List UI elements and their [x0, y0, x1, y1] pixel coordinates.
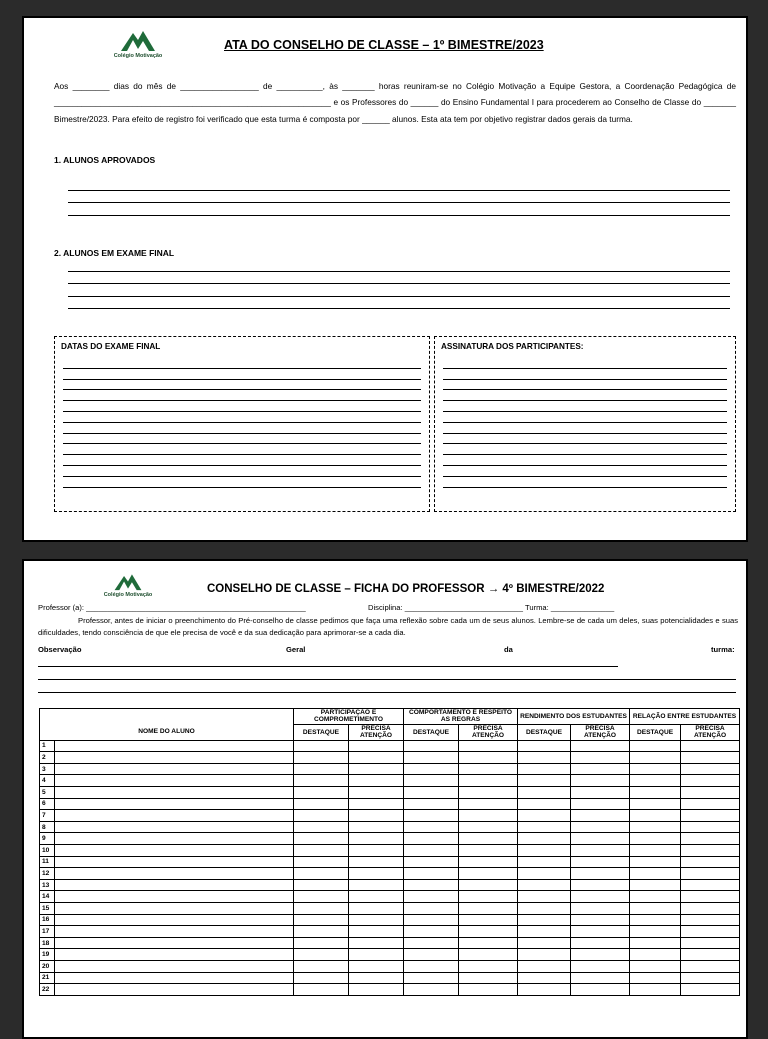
evaluation-cell[interactable]: [630, 833, 681, 845]
student-name-cell[interactable]: [55, 787, 294, 799]
evaluation-cell[interactable]: [571, 902, 630, 914]
student-evaluation-table: [39, 708, 740, 996]
school-logo: [98, 572, 158, 598]
table-row: [40, 926, 740, 938]
evaluation-cell[interactable]: [294, 868, 349, 880]
evaluation-cell[interactable]: [571, 868, 630, 880]
row-number: 6: [40, 798, 55, 810]
evaluation-cell[interactable]: [459, 984, 518, 996]
evaluation-cell[interactable]: [630, 984, 681, 996]
evaluation-cell[interactable]: [349, 833, 404, 845]
evaluation-cell[interactable]: [681, 752, 740, 764]
student-name-cell[interactable]: [55, 972, 294, 984]
student-name-cell[interactable]: [55, 740, 294, 752]
evaluation-cell[interactable]: [294, 914, 349, 926]
evaluation-cell[interactable]: [294, 891, 349, 903]
evaluation-cell[interactable]: [294, 740, 349, 752]
evaluation-cell[interactable]: [459, 844, 518, 856]
evaluation-cell[interactable]: [294, 902, 349, 914]
evaluation-cell[interactable]: [681, 775, 740, 787]
row-number: 11: [40, 856, 55, 868]
row-number: 17: [40, 926, 55, 938]
evaluation-cell[interactable]: [349, 810, 404, 822]
evaluation-cell[interactable]: [404, 949, 459, 961]
table-row: [40, 902, 740, 914]
evaluation-cell[interactable]: [681, 833, 740, 845]
evaluation-cell[interactable]: [630, 775, 681, 787]
table-row: [40, 740, 740, 752]
evaluation-cell[interactable]: [294, 787, 349, 799]
evaluation-cell[interactable]: [349, 821, 404, 833]
table-row: [40, 844, 740, 856]
student-name-header: NOME DO ALUNO: [40, 724, 294, 740]
evaluation-cell[interactable]: [459, 960, 518, 972]
ata-page: [22, 16, 748, 542]
evaluation-cell[interactable]: [681, 902, 740, 914]
row-number: 15: [40, 902, 55, 914]
student-name-cell[interactable]: [55, 879, 294, 891]
student-name-cell[interactable]: [55, 926, 294, 938]
evaluation-cell[interactable]: [459, 833, 518, 845]
table-row: [40, 937, 740, 949]
table-row: [40, 775, 740, 787]
evaluation-cell[interactable]: [404, 879, 459, 891]
evaluation-cell[interactable]: [571, 926, 630, 938]
precisa-header: PRECISA ATENÇÃO: [571, 724, 630, 740]
table-row: [40, 960, 740, 972]
evaluation-cell[interactable]: [630, 960, 681, 972]
row-number: 7: [40, 810, 55, 822]
student-name-cell[interactable]: [55, 821, 294, 833]
evaluation-cell[interactable]: [630, 856, 681, 868]
student-name-cell[interactable]: [55, 960, 294, 972]
evaluation-cell[interactable]: [571, 752, 630, 764]
evaluation-cell[interactable]: [518, 960, 571, 972]
disciplina-field[interactable]: Disciplina: ____________________________: [368, 603, 523, 612]
school-logo: [108, 28, 168, 59]
evaluation-cell[interactable]: [518, 821, 571, 833]
student-name-cell[interactable]: [55, 914, 294, 926]
evaluation-cell[interactable]: [681, 949, 740, 961]
evaluation-cell[interactable]: [571, 937, 630, 949]
evaluation-cell[interactable]: [681, 868, 740, 880]
row-number: 5: [40, 787, 55, 799]
evaluation-cell[interactable]: [294, 972, 349, 984]
evaluation-cell[interactable]: [518, 844, 571, 856]
evaluation-cell[interactable]: [571, 740, 630, 752]
evaluation-cell[interactable]: [459, 937, 518, 949]
table-row: [40, 833, 740, 845]
evaluation-cell[interactable]: [459, 914, 518, 926]
evaluation-cell[interactable]: [518, 775, 571, 787]
evaluation-cell[interactable]: [294, 821, 349, 833]
evaluation-cell[interactable]: [404, 926, 459, 938]
evaluation-cell[interactable]: [630, 740, 681, 752]
signature-lines[interactable]: [443, 358, 727, 488]
evaluation-cell[interactable]: [404, 833, 459, 845]
row-number: 9: [40, 833, 55, 845]
evaluation-cell[interactable]: [571, 972, 630, 984]
evaluation-cell[interactable]: [404, 775, 459, 787]
evaluation-cell[interactable]: [349, 752, 404, 764]
evaluation-cell[interactable]: [630, 937, 681, 949]
evaluation-cell[interactable]: [518, 879, 571, 891]
logo-text: Colégio Motivação: [113, 53, 163, 59]
student-name-cell[interactable]: [55, 752, 294, 764]
evaluation-cell[interactable]: [404, 868, 459, 880]
student-name-cell[interactable]: [55, 798, 294, 810]
evaluation-cell[interactable]: [571, 856, 630, 868]
evaluation-cell[interactable]: [571, 960, 630, 972]
evaluation-cell[interactable]: [681, 960, 740, 972]
table-row: [40, 949, 740, 961]
row-number: 19: [40, 949, 55, 961]
table-row: [40, 984, 740, 996]
group-header: RELAÇÃO ENTRE ESTUDANTES: [630, 709, 740, 725]
evaluation-cell[interactable]: [571, 810, 630, 822]
evaluation-cell[interactable]: [681, 879, 740, 891]
evaluation-cell[interactable]: [404, 972, 459, 984]
evaluation-cell[interactable]: [349, 856, 404, 868]
evaluation-cell[interactable]: [459, 821, 518, 833]
evaluation-cell[interactable]: [518, 740, 571, 752]
evaluation-cell[interactable]: [459, 740, 518, 752]
evaluation-cell[interactable]: [571, 949, 630, 961]
evaluation-cell[interactable]: [518, 868, 571, 880]
evaluation-cell[interactable]: [294, 798, 349, 810]
instructions-paragraph: Professor, antes de iniciar o preenchimento do Pré-conselho de classe pedimos que faça uma reflexão sobre cada um de seus alunos. Lembre-se de cada um deles, suas potencialidades e suas dificuldades, tendo consciência de que ele precisa de você e da sua dedicação para aprimorar-se a cada dia.: [38, 616, 738, 637]
precisa-header: PRECISA ATENÇÃO: [349, 724, 404, 740]
student-name-cell[interactable]: [55, 810, 294, 822]
evaluation-cell[interactable]: [630, 891, 681, 903]
table-row: [40, 879, 740, 891]
row-number: 2: [40, 752, 55, 764]
table-row: [40, 868, 740, 880]
evaluation-cell[interactable]: [404, 914, 459, 926]
evaluation-cell[interactable]: [294, 949, 349, 961]
evaluation-cell[interactable]: [404, 902, 459, 914]
row-number: 22: [40, 984, 55, 996]
table-row: [40, 810, 740, 822]
logo-text: Colégio Motivação: [103, 592, 153, 598]
evaluation-cell[interactable]: [294, 926, 349, 938]
row-number: 18: [40, 937, 55, 949]
evaluation-cell[interactable]: [349, 937, 404, 949]
evaluation-cell[interactable]: [681, 926, 740, 938]
evaluation-cell[interactable]: [518, 833, 571, 845]
evaluation-cell[interactable]: [349, 787, 404, 799]
evaluation-cell[interactable]: [571, 844, 630, 856]
row-number: 3: [40, 763, 55, 775]
evaluation-cell[interactable]: [681, 891, 740, 903]
table-row: [40, 891, 740, 903]
observation-line[interactable]: [38, 692, 736, 693]
observation-line[interactable]: [38, 679, 736, 680]
evaluation-cell[interactable]: [518, 787, 571, 799]
evaluation-cell[interactable]: [349, 763, 404, 775]
evaluation-cell[interactable]: [459, 856, 518, 868]
exam-dates-heading: DATAS DO EXAME FINAL: [61, 342, 161, 351]
evaluation-cell[interactable]: [459, 926, 518, 938]
student-name-cell[interactable]: [55, 902, 294, 914]
destaque-header: DESTAQUE: [518, 724, 571, 740]
evaluation-cell[interactable]: [630, 868, 681, 880]
evaluation-cell[interactable]: [681, 798, 740, 810]
evaluation-cell[interactable]: [459, 902, 518, 914]
destaque-header: DESTAQUE: [294, 724, 349, 740]
observation-label: Observação: [38, 645, 82, 654]
student-name-cell[interactable]: [55, 844, 294, 856]
evaluation-cell[interactable]: [681, 914, 740, 926]
table-row: [40, 972, 740, 984]
evaluation-cell[interactable]: [630, 787, 681, 799]
table-row: [40, 821, 740, 833]
evaluation-cell[interactable]: [404, 856, 459, 868]
evaluation-cell[interactable]: [459, 798, 518, 810]
table-row: [40, 752, 740, 764]
evaluation-cell[interactable]: [459, 972, 518, 984]
form-title: CONSELHO DE CLASSE – FICHA DO PROFESSOR → 4º BIMESTRE/2022: [207, 583, 605, 595]
evaluation-cell[interactable]: [630, 949, 681, 961]
evaluation-cell[interactable]: [518, 856, 571, 868]
evaluation-cell[interactable]: [294, 984, 349, 996]
evaluation-cell[interactable]: [404, 810, 459, 822]
mountain-logo-icon: [119, 28, 157, 52]
group-header: COMPORTAMENTO E RESPEITO AS REGRAS: [404, 709, 518, 725]
evaluation-cell[interactable]: [630, 763, 681, 775]
evaluation-cell[interactable]: [459, 810, 518, 822]
evaluation-cell[interactable]: [349, 740, 404, 752]
evaluation-cell[interactable]: [681, 844, 740, 856]
evaluation-cell[interactable]: [681, 821, 740, 833]
evaluation-cell[interactable]: [459, 879, 518, 891]
student-name-cell[interactable]: [55, 937, 294, 949]
evaluation-cell[interactable]: [630, 902, 681, 914]
evaluation-cell[interactable]: [459, 949, 518, 961]
student-name-cell[interactable]: [55, 949, 294, 961]
evaluation-cell[interactable]: [518, 984, 571, 996]
evaluation-cell[interactable]: [630, 844, 681, 856]
evaluation-cell[interactable]: [518, 949, 571, 961]
evaluation-cell[interactable]: [404, 937, 459, 949]
intro-paragraph: Aos ________ dias do mês de _________________ de __________, às _______ horas reuniram-se no Colégio Motivação a Equipe Gestora, a Coordenação Pedagógica de ____________________________________________________________ e os Professores do ______ do Ensino Fundamental I para procederem ao Conselho de Classe do _______ Bimestre/2023. Para efeito de registro foi verificado que esta turma é composta por ______ alunos. Esta ata tem por objetivo registrar dados gerais da turma.: [54, 81, 736, 124]
mountain-logo-icon: [113, 572, 143, 591]
evaluation-cell[interactable]: [571, 879, 630, 891]
table-row: [40, 763, 740, 775]
evaluation-cell[interactable]: [518, 891, 571, 903]
student-name-cell[interactable]: [55, 891, 294, 903]
evaluation-cell[interactable]: [630, 879, 681, 891]
evaluation-cell[interactable]: [294, 879, 349, 891]
evaluation-cell[interactable]: [571, 914, 630, 926]
evaluation-cell[interactable]: [681, 787, 740, 799]
evaluation-cell[interactable]: [518, 763, 571, 775]
evaluation-cell[interactable]: [681, 740, 740, 752]
evaluation-cell[interactable]: [294, 856, 349, 868]
evaluation-cell[interactable]: [571, 833, 630, 845]
table-row: [40, 787, 740, 799]
evaluation-cell[interactable]: [459, 763, 518, 775]
approved-lines[interactable]: [68, 178, 730, 216]
evaluation-cell[interactable]: [349, 891, 404, 903]
evaluation-cell[interactable]: [349, 879, 404, 891]
turma-field[interactable]: Turma: _______________: [525, 603, 615, 612]
evaluation-cell[interactable]: [294, 844, 349, 856]
evaluation-cell[interactable]: [459, 868, 518, 880]
evaluation-cell[interactable]: [349, 984, 404, 996]
evaluation-cell[interactable]: [518, 926, 571, 938]
evaluation-cell[interactable]: [404, 844, 459, 856]
evaluation-cell[interactable]: [630, 798, 681, 810]
evaluation-cell[interactable]: [518, 752, 571, 764]
student-name-cell[interactable]: [55, 984, 294, 996]
row-number: 12: [40, 868, 55, 880]
student-name-cell[interactable]: [55, 833, 294, 845]
evaluation-cell[interactable]: [571, 775, 630, 787]
row-number: 1: [40, 740, 55, 752]
student-name-cell[interactable]: [55, 763, 294, 775]
final-exam-lines[interactable]: [68, 259, 730, 309]
evaluation-cell[interactable]: [349, 798, 404, 810]
evaluation-cell[interactable]: [349, 775, 404, 787]
professor-field[interactable]: Professor (a): ____________________________________________________: [38, 603, 306, 612]
precisa-header: PRECISA ATENÇÃO: [681, 724, 740, 740]
evaluation-cell[interactable]: [571, 798, 630, 810]
evaluation-cell[interactable]: [404, 891, 459, 903]
table-row: [40, 914, 740, 926]
evaluation-cell[interactable]: [294, 833, 349, 845]
evaluation-cell[interactable]: [294, 960, 349, 972]
signatures-box: [434, 336, 736, 512]
evaluation-cell[interactable]: [571, 891, 630, 903]
student-name-cell[interactable]: [55, 775, 294, 787]
row-number: 16: [40, 914, 55, 926]
evaluation-cell[interactable]: [571, 763, 630, 775]
observation-da: da: [504, 645, 513, 654]
evaluation-cell[interactable]: [349, 960, 404, 972]
evaluation-cell[interactable]: [404, 740, 459, 752]
table-row: [40, 856, 740, 868]
observation-turma: turma:: [711, 645, 735, 654]
evaluation-cell[interactable]: [404, 752, 459, 764]
evaluation-cell[interactable]: [294, 810, 349, 822]
evaluation-cell[interactable]: [518, 914, 571, 926]
evaluation-cell[interactable]: [630, 972, 681, 984]
table-row: [40, 798, 740, 810]
group-header: RENDIMENTO DOS ESTUDANTES: [518, 709, 630, 725]
observation-line[interactable]: [38, 666, 618, 667]
section-approved-heading: 1. ALUNOS APROVADOS: [54, 155, 156, 165]
evaluation-cell[interactable]: [349, 868, 404, 880]
exam-dates-lines[interactable]: [63, 358, 421, 488]
evaluation-cell[interactable]: [571, 984, 630, 996]
evaluation-cell[interactable]: [294, 752, 349, 764]
evaluation-cell[interactable]: [349, 914, 404, 926]
evaluation-cell[interactable]: [681, 984, 740, 996]
evaluation-cell[interactable]: [404, 763, 459, 775]
evaluation-cell[interactable]: [518, 810, 571, 822]
evaluation-cell[interactable]: [459, 787, 518, 799]
evaluation-cell[interactable]: [459, 891, 518, 903]
exam-dates-box: [54, 336, 430, 512]
evaluation-cell[interactable]: [571, 787, 630, 799]
evaluation-cell[interactable]: [630, 810, 681, 822]
student-name-cell[interactable]: [55, 856, 294, 868]
evaluation-cell[interactable]: [518, 937, 571, 949]
destaque-header: DESTAQUE: [404, 724, 459, 740]
evaluation-cell[interactable]: [294, 775, 349, 787]
evaluation-cell[interactable]: [518, 798, 571, 810]
evaluation-cell[interactable]: [349, 949, 404, 961]
evaluation-cell[interactable]: [404, 984, 459, 996]
evaluation-cell[interactable]: [518, 902, 571, 914]
evaluation-cell[interactable]: [630, 752, 681, 764]
evaluation-cell[interactable]: [630, 926, 681, 938]
row-number: 20: [40, 960, 55, 972]
evaluation-cell[interactable]: [630, 914, 681, 926]
evaluation-cell[interactable]: [404, 960, 459, 972]
evaluation-cell[interactable]: [404, 821, 459, 833]
evaluation-cell[interactable]: [571, 821, 630, 833]
row-number: 21: [40, 972, 55, 984]
evaluation-cell[interactable]: [349, 926, 404, 938]
evaluation-cell[interactable]: [681, 810, 740, 822]
row-number: 10: [40, 844, 55, 856]
row-number: 13: [40, 879, 55, 891]
student-name-cell[interactable]: [55, 868, 294, 880]
document-title: ATA DO CONSELHO DE CLASSE – 1º BIMESTRE/2023: [224, 38, 544, 52]
precisa-header: PRECISA ATENÇÃO: [459, 724, 518, 740]
signatures-heading: ASSINATURA DOS PARTICIPANTES:: [441, 342, 584, 351]
observation-geral: Geral: [286, 645, 306, 654]
evaluation-cell[interactable]: [349, 844, 404, 856]
row-number: 14: [40, 891, 55, 903]
evaluation-cell[interactable]: [630, 821, 681, 833]
evaluation-cell[interactable]: [349, 972, 404, 984]
destaque-header: DESTAQUE: [630, 724, 681, 740]
evaluation-cell[interactable]: [404, 798, 459, 810]
evaluation-cell[interactable]: [404, 787, 459, 799]
evaluation-cell[interactable]: [459, 752, 518, 764]
evaluation-cell[interactable]: [349, 902, 404, 914]
evaluation-cell[interactable]: [681, 856, 740, 868]
row-number: 4: [40, 775, 55, 787]
evaluation-cell[interactable]: [681, 937, 740, 949]
evaluation-cell[interactable]: [294, 937, 349, 949]
section-final-exam-heading: 2. ALUNOS EM EXAME FINAL: [54, 248, 175, 258]
row-number: 8: [40, 821, 55, 833]
group-header: PARTICIPAÇÃO E COMPROMETIMENTO: [294, 709, 404, 725]
evaluation-cell[interactable]: [681, 763, 740, 775]
evaluation-cell[interactable]: [681, 972, 740, 984]
student-rows: [40, 740, 740, 995]
teacher-form-page: [22, 559, 748, 1039]
evaluation-cell[interactable]: [459, 775, 518, 787]
evaluation-cell[interactable]: [294, 763, 349, 775]
evaluation-cell[interactable]: [518, 972, 571, 984]
